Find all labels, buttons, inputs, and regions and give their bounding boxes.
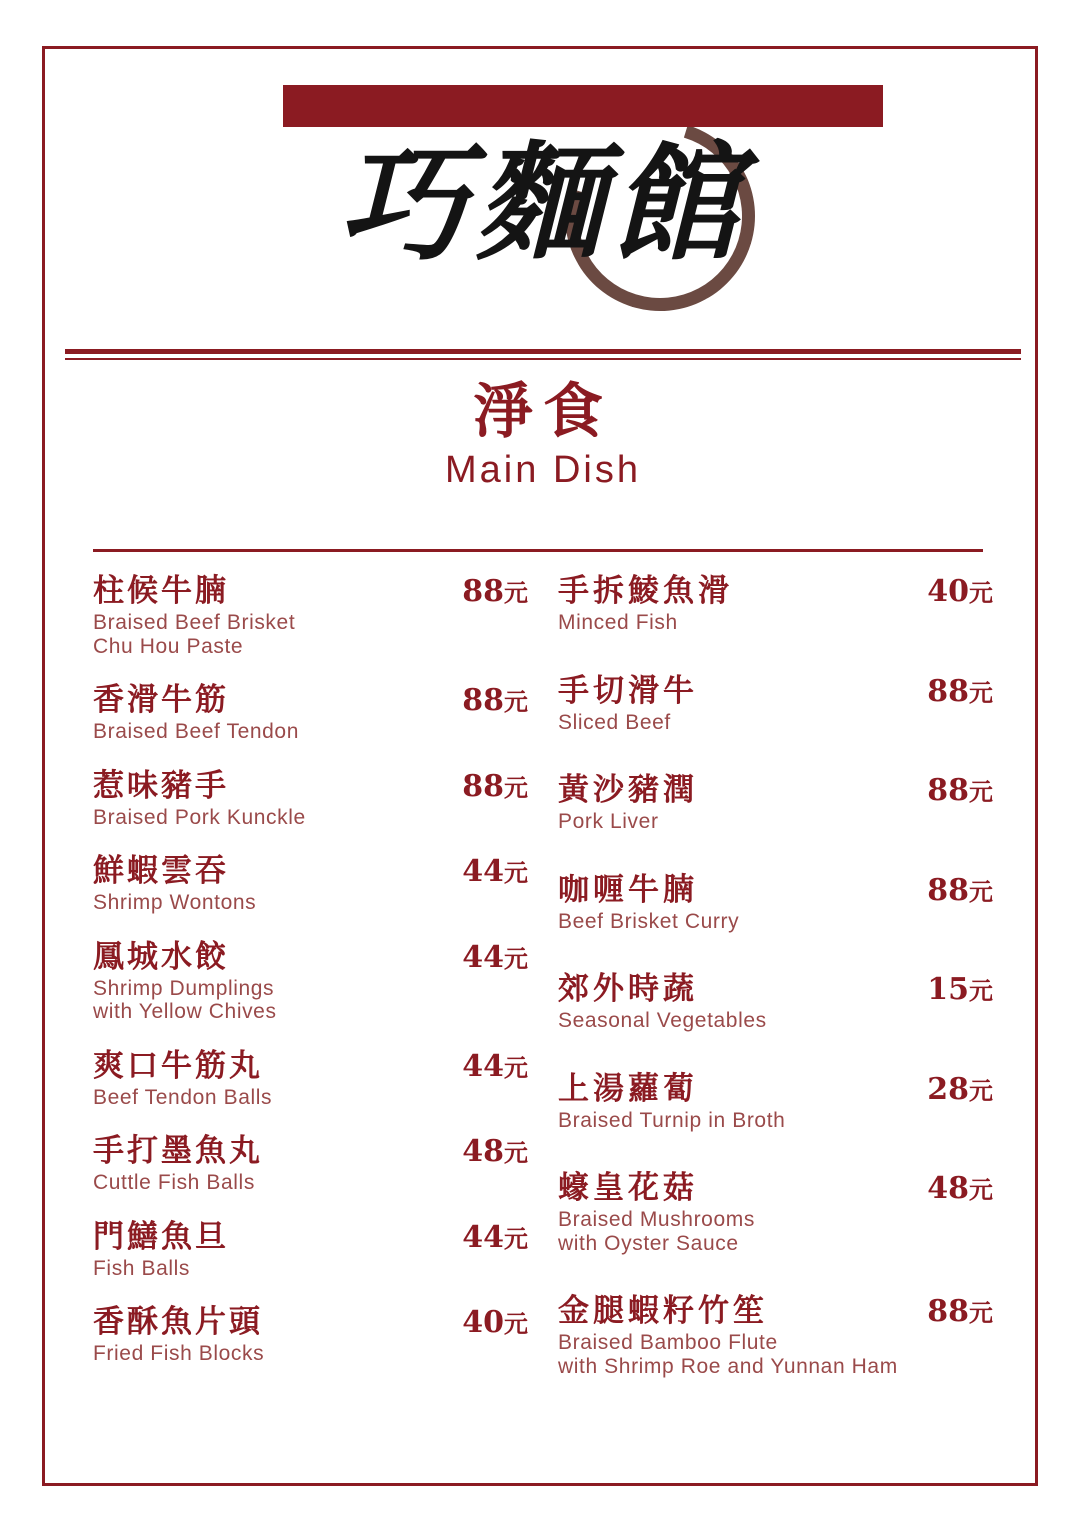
menu-item — [93, 565, 528, 658]
menu-item-row — [93, 1296, 528, 1341]
menu-item-row — [93, 1040, 528, 1085]
menu-item-name-en: Beef Brisket Curry — [558, 909, 740, 933]
menu-item-row — [558, 1063, 993, 1108]
menu-item-name-cn: 鳳城水餃 — [93, 938, 229, 975]
menu-item — [558, 1285, 993, 1378]
menu-item-price: 44元 — [462, 1048, 528, 1084]
menu-item-name-cn: 黃沙豬潤 — [558, 772, 698, 809]
menu-item — [93, 1296, 528, 1366]
menu-item-name-en: Braised Bamboo Flute with Shrimp Roe and Yunnan Ham — [558, 1331, 898, 1378]
menu-item-price: 88元 — [462, 768, 528, 804]
menu-item-row — [558, 665, 993, 710]
menu-item-name-en: Shrimp Wontons — [93, 891, 257, 915]
menu-item-name-cn: 手打墨魚丸 — [93, 1133, 263, 1170]
menu-item-row — [558, 565, 993, 610]
section-title-cn: 淨食 — [473, 377, 613, 447]
menu-item-row — [93, 1125, 528, 1170]
divider-thin-line — [65, 358, 1021, 360]
menu-item — [93, 1125, 528, 1195]
menu-item-row — [93, 674, 528, 719]
menu-item-name-en: Braised Beef Brisket Chu Hou Paste — [93, 611, 296, 658]
menu-item-price: 88元 — [927, 872, 993, 908]
menu-item-name-en: Braised Pork Kunckle — [93, 805, 306, 829]
menu-column-left — [93, 565, 528, 1408]
menu-item-name-en: Fried Fish Blocks — [93, 1342, 265, 1366]
menu-item-name-cn: 鮮蝦雲吞 — [93, 853, 229, 890]
menu-item-row — [558, 963, 993, 1008]
menu-item-row — [558, 1162, 993, 1207]
menu-item-name-en: Cuttle Fish Balls — [93, 1171, 255, 1195]
menu-item-name-cn: 門鱔魚旦 — [93, 1218, 229, 1255]
menu-item-name-cn: 金腿蝦籽竹笙 — [558, 1293, 768, 1330]
menu-item-name-en: Fish Balls — [93, 1256, 191, 1280]
menu-item-name-cn: 手切滑牛 — [558, 672, 698, 709]
logo-text: 巧麵館 — [338, 129, 747, 279]
menu-item — [558, 665, 993, 735]
menu-item — [558, 1063, 993, 1133]
menu-item-name-en: Braised Turnip in Broth — [558, 1108, 786, 1132]
menu-item — [558, 764, 993, 834]
menu-item — [558, 565, 993, 635]
menu-item-row — [558, 1285, 993, 1330]
menu-item-name-cn: 柱候牛腩 — [93, 573, 229, 609]
menu-column-right — [558, 565, 993, 1408]
menu-item-name-en: Braised Mushrooms with Oyster Sauce — [558, 1208, 755, 1255]
menu-item-name-en: Beef Tendon Balls — [93, 1085, 273, 1109]
menu-item-row — [93, 565, 528, 610]
menu-item-name-cn: 郊外時蔬 — [558, 971, 698, 1008]
section-heading — [45, 379, 1041, 492]
menu-item — [93, 931, 528, 1024]
menu-item-row — [558, 764, 993, 809]
menu-item-price: 88元 — [462, 683, 528, 719]
menu-item — [93, 1211, 528, 1281]
menu-item-row — [558, 864, 993, 909]
menu-item-name-cn: 香滑牛筋 — [93, 682, 229, 719]
top-banner-tab — [283, 85, 883, 127]
menu-item — [558, 1162, 993, 1255]
menu-item-price: 28元 — [927, 1071, 993, 1107]
menu-item-price: 40元 — [927, 574, 993, 609]
menu-item-price: 44元 — [462, 854, 528, 890]
menu-card — [42, 46, 1038, 1486]
menu-item-name-en: Minced Fish — [558, 611, 678, 634]
menu-item-name-cn: 蠔皇花菇 — [558, 1170, 698, 1207]
menu-item-name-cn: 香酥魚片頭 — [93, 1304, 263, 1341]
header-divider — [65, 349, 1021, 360]
menu-item-row — [93, 1211, 528, 1256]
menu-item-price: 88元 — [927, 1294, 993, 1330]
menu-item-row — [93, 845, 528, 890]
menu-item-price: 88元 — [462, 574, 528, 609]
section-title-en: Main Dish — [445, 449, 641, 491]
section-rule — [93, 549, 983, 552]
menu-item-name-en: Pork Liver — [558, 810, 659, 834]
menu-item — [93, 760, 528, 830]
menu-item-price: 88元 — [927, 773, 993, 809]
menu-item-name-cn: 惹味豬手 — [93, 767, 229, 804]
menu-item-name-en: Braised Beef Tendon — [93, 720, 299, 744]
menu-item — [558, 864, 993, 934]
menu-item — [558, 963, 993, 1033]
menu-item-name-cn: 咖喱牛腩 — [558, 871, 698, 908]
menu-item — [93, 845, 528, 915]
menu-item-price: 15元 — [927, 972, 993, 1008]
menu-item-price: 88元 — [927, 673, 993, 709]
menu-item-price: 44元 — [462, 939, 528, 975]
menu-item-name-cn: 手拆鯪魚滑 — [558, 573, 733, 609]
menu-item-name-en: Seasonal Vegetables — [558, 1009, 767, 1033]
menu-item — [93, 674, 528, 744]
menu-item-price: 44元 — [462, 1219, 528, 1255]
menu-item-name-en: Shrimp Dumplings with Yellow Chives — [93, 976, 277, 1024]
menu-item-price: 40元 — [462, 1305, 528, 1341]
menu-item — [93, 1040, 528, 1110]
menu-item-name-cn: 爽口牛筋丸 — [93, 1047, 263, 1084]
menu-item-name-cn: 上湯蘿蔔 — [558, 1070, 698, 1107]
menu-item-price: 48元 — [927, 1171, 993, 1207]
menu-item-name-en: Sliced Beef — [558, 710, 671, 734]
menu-item-price: 48元 — [462, 1134, 528, 1170]
menu-item-row — [93, 931, 528, 976]
menu-item-row — [93, 760, 528, 805]
menu-columns — [93, 565, 993, 1408]
